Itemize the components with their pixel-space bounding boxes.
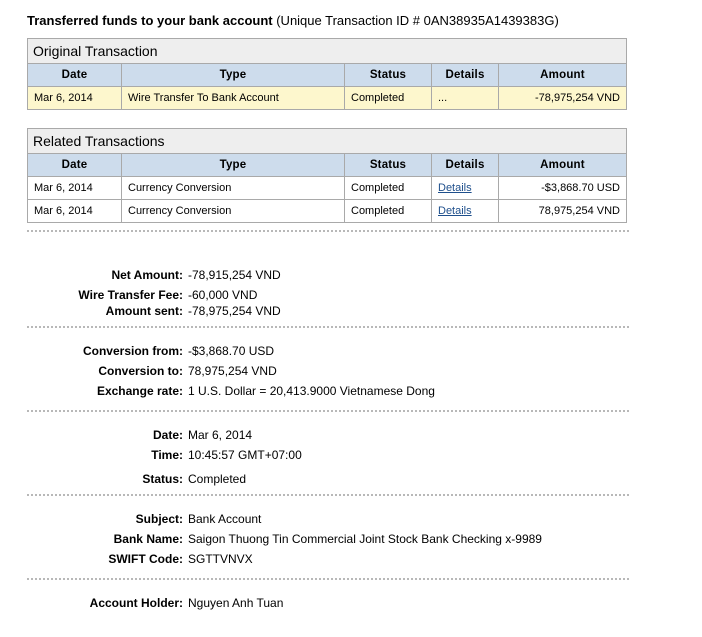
header-amount: Amount	[499, 64, 627, 87]
cell-type: Currency Conversion	[122, 200, 345, 223]
header-amount: Amount	[499, 154, 627, 177]
divider	[27, 578, 629, 580]
table-row	[28, 200, 626, 223]
cell-status: Completed	[345, 200, 432, 223]
subject-label: Subject:	[135, 512, 183, 526]
swift-code-label: SWIFT Code:	[108, 552, 183, 566]
original-transaction-table	[27, 38, 627, 110]
original-transaction-caption: Original Transaction	[28, 39, 626, 64]
date-label: Date:	[152, 428, 183, 442]
conversion-to-label: Conversion to:	[98, 364, 183, 378]
header-type: Type	[122, 154, 345, 177]
details-link[interactable]: Details	[438, 205, 472, 217]
account-holder-value: Nguyen Anh Tuan	[188, 596, 284, 610]
date-value: Mar 6, 2014	[188, 428, 253, 442]
cell-type: Wire Transfer To Bank Account	[122, 87, 345, 110]
exchange-rate-value: 1 U.S. Dollar = 20,413.9000 Vietnamese Dong	[188, 384, 435, 398]
header-status: Status	[345, 64, 432, 87]
conversion-from-label: Conversion from:	[82, 344, 183, 358]
cell-details: ...	[432, 87, 499, 110]
cell-amount: -78,975,254 VND	[499, 87, 627, 110]
cell-amount: -$3,868.70 USD	[499, 177, 627, 200]
net-amount-label: Net Amount:	[111, 268, 183, 282]
table-row	[28, 177, 626, 200]
amount-sent-label: Amount sent:	[105, 304, 183, 318]
cell-details	[432, 177, 499, 200]
header-date: Date	[28, 154, 122, 177]
header-type: Type	[122, 64, 345, 87]
fee-label: Wire Transfer Fee:	[78, 288, 183, 302]
subject-value: Bank Account	[188, 512, 262, 526]
header-details: Details	[432, 64, 499, 87]
conversion-to-value: 78,975,254 VND	[188, 364, 277, 378]
cell-type: Currency Conversion	[122, 177, 345, 200]
cell-details	[432, 200, 499, 223]
cell-date: Mar 6, 2014	[28, 87, 122, 110]
cell-status: Completed	[345, 177, 432, 200]
amount-sent-value: -78,975,254 VND	[188, 304, 281, 318]
page-title-main: Transferred funds to your bank account	[27, 13, 273, 28]
bank-name-label: Bank Name:	[113, 532, 183, 546]
account-holder-label: Account Holder:	[89, 596, 183, 610]
table-header-row	[28, 64, 626, 87]
details-link[interactable]: Details	[438, 182, 472, 194]
table-header-row	[28, 154, 626, 177]
cell-amount: 78,975,254 VND	[499, 200, 627, 223]
net-amount-value: -78,915,254 VND	[188, 268, 281, 282]
divider	[27, 230, 629, 232]
status-label: Status:	[142, 472, 183, 486]
cell-date: Mar 6, 2014	[28, 200, 122, 223]
cell-date: Mar 6, 2014	[34, 182, 93, 194]
related-transactions-caption: Related Transactions	[28, 129, 626, 154]
exchange-rate-label: Exchange rate:	[96, 384, 183, 398]
divider	[27, 326, 629, 328]
time-value: 10:45:57 GMT+07:00	[188, 448, 302, 462]
swift-code-value: SGTTVNVX	[188, 552, 253, 566]
divider	[27, 494, 629, 496]
time-label: Time:	[151, 448, 183, 462]
page-title	[27, 13, 559, 28]
divider	[27, 410, 629, 412]
header-details: Details	[432, 154, 499, 177]
cell-status: Completed	[345, 87, 432, 110]
conversion-from-value: -$3,868.70 USD	[188, 344, 275, 358]
status-value: Completed	[188, 472, 247, 486]
fee-value: -60,000 VND	[188, 288, 258, 302]
bank-name-value: Saigon Thuong Tin Commercial Joint Stock Bank Checking x-9989	[188, 532, 542, 546]
related-transactions-table	[27, 128, 627, 223]
transaction-id: (Unique Transaction ID # 0AN38935A1439383G)	[272, 13, 559, 28]
header-date: Date	[28, 64, 122, 87]
table-row	[28, 87, 626, 110]
header-status: Status	[345, 154, 432, 177]
